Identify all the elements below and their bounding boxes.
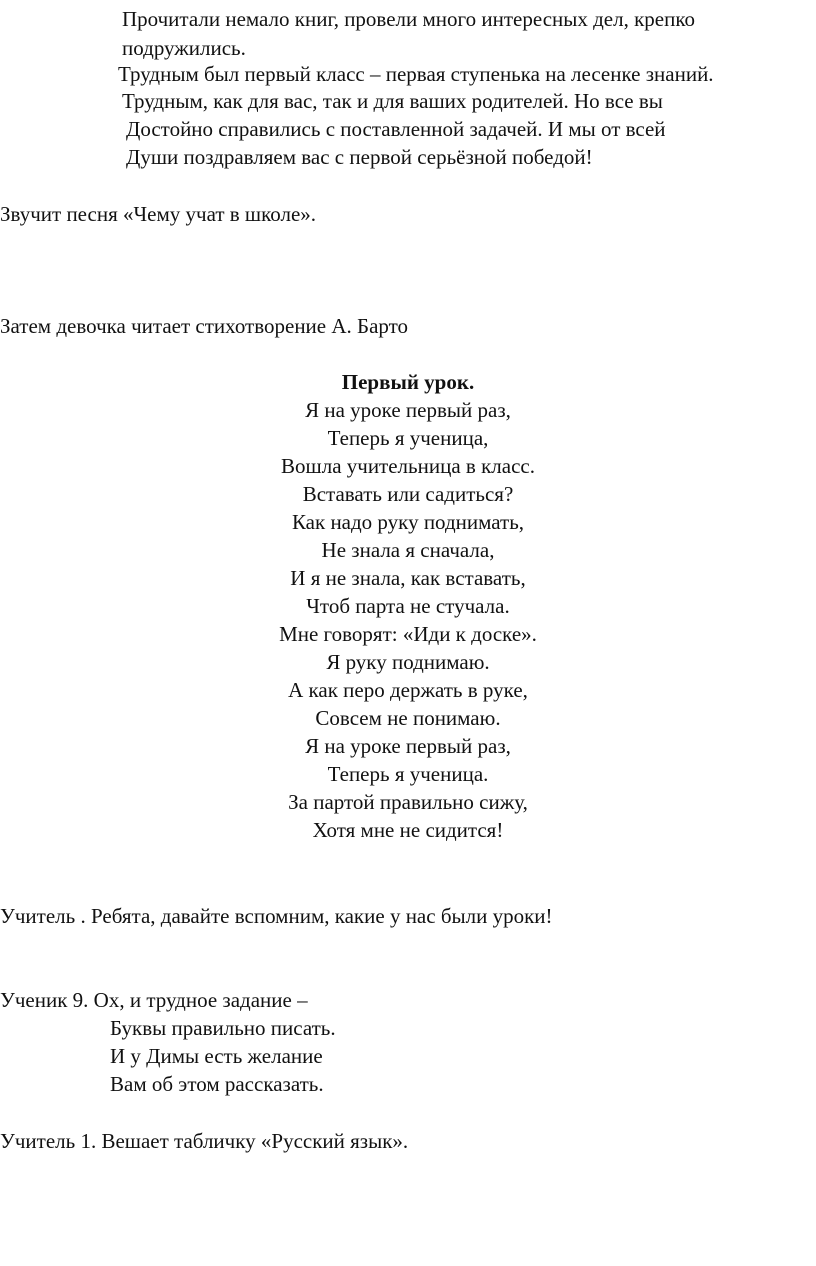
intro-line: подружились. [122, 36, 246, 60]
poem-line: Хотя мне не сидится! [312, 818, 504, 842]
poem-line: Совсем не понимаю. [315, 706, 501, 730]
poem-line: Как надо руку поднимать, [291, 510, 525, 534]
student-line: И у Димы есть желание [110, 1044, 323, 1068]
song-note: Звучит песня «Чему учат в школе». [0, 202, 317, 226]
intro-line: Души поздравляем вас с первой серьёзной победой! [126, 145, 593, 169]
poem-intro: Затем девочка читает стихотворение А. Барто [0, 314, 409, 338]
student-line: Буквы правильно писать. [110, 1016, 336, 1040]
poem-line: Я руку поднимаю. [326, 650, 490, 674]
poem-line: Мне говорят: «Иди к доске». [279, 622, 537, 646]
poem-line: Не знала я сначала, [321, 538, 495, 562]
poem-line: За партой правильно сижу, [288, 790, 528, 814]
poem-line: Я на уроке первый раз, [305, 734, 511, 758]
poem-line: Вошла учительница в класс. [281, 454, 535, 478]
poem-line: Теперь я ученица, [327, 426, 489, 450]
teacher-action: Учитель 1. Вешает табличку «Русский язык». [0, 1129, 409, 1153]
poem-line: Теперь я ученица. [327, 762, 489, 786]
poem-line: И я не знала, как вставать, [290, 566, 526, 590]
poem-line: Я на уроке первый раз, [305, 398, 511, 422]
student-line: Ученик 9. Ох, и трудное задание – [0, 988, 308, 1012]
intro-line: Трудным, как для вас, так и для ваших родителей. Но все вы [122, 89, 663, 113]
intro-line: Достойно справились с поставленной задачей. И мы от всей [126, 117, 666, 141]
student-line: Вам об этом рассказать. [110, 1072, 324, 1096]
poem-line: А как перо держать в руке, [288, 678, 528, 702]
intro-line: Трудным был первый класс – первая ступенька на лесенке знаний. [118, 62, 714, 86]
poem-line: Вставать или садиться? [302, 482, 514, 506]
poem-line: Чтоб парта не стучала. [306, 594, 510, 618]
teacher-line: Учитель . Ребята, давайте вспомним, какие у нас были уроки! [0, 904, 553, 928]
poem-title: Первый урок. [341, 370, 475, 394]
intro-line: Прочитали немало книг, провели много интересных дел, крепко [122, 7, 695, 31]
